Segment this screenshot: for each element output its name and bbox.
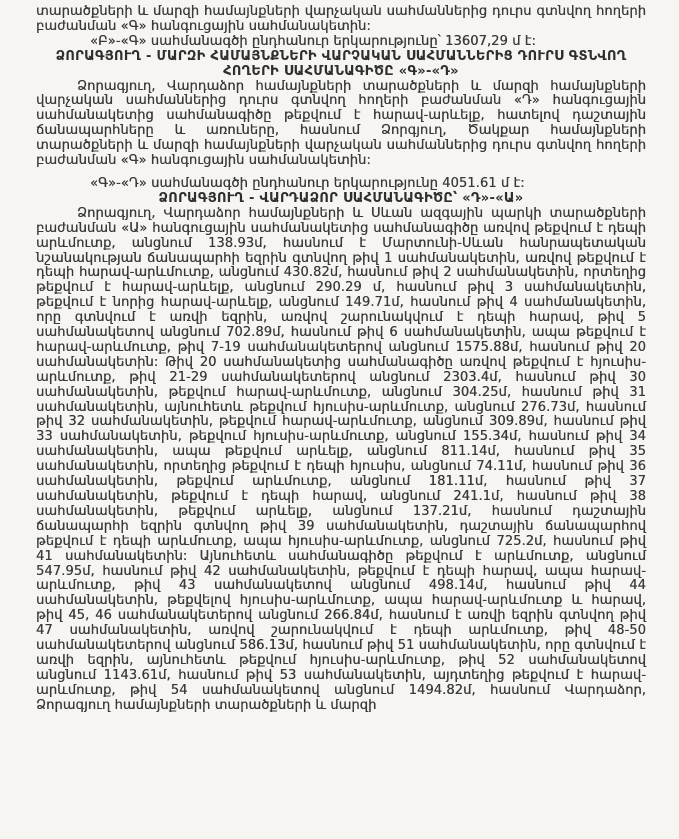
intro-continuation-paragraph: տարածքների և մարզի համայնքների վարչական սահմաններից դուրս գտնվող հողերի բաժանման «Գ» հանգուցային սահմանակետին: bbox=[36, 4, 646, 34]
gd-boundary-length-line: «Գ»-«Դ» սահմանագծի ընդհանուր երկարությունը 4051.61 մ է: bbox=[90, 175, 525, 191]
da-section-heading: ՁՈՐԱԳՅՈՒՂ - ՎԱՐԴԱՁՈՐ ՍԱՀՄԱՆԱԳԻԾԸ՝ «Դ»-«Ա» bbox=[158, 190, 524, 206]
gd-section-heading: ՁՈՐԱԳՅՈՒՂ - ՄԱՐԶԻ ՀԱՄԱՅՆՔՆԵՐԻ ՎԱՐՉԱԿԱՆ ՍԱՀՄԱՆՆԵՐԻՑ ԴՈՒՐՍ ԳՏՆՎՈՂ ՀՈՂԵՐԻ ՍԱՀՄԱՆԱԳԻԾԸ «Գ»-«Դ» bbox=[55, 48, 627, 79]
da-section-body-paragraph: Ձորագյուղ, Վարդաձոր համայնքների և Սևան ազգային պարկի տարածքների բաժանման «Ա» հանգուցային սահմանակետից սահմանագիծը առվով թեքվում է դեպի արևմուտք, անցնում 138.93մ, հասնում է Մարտունի-Սևան հանրապետական նշանակության ճանապարհի եզրին գտնվող թիվ 1 սահմանակետին, առվով թեքվում է դեպի հարավ-արևմուտք, անցնում 430.82մ, հասնում թիվ 2 սահմանակետին, որտեղից թեքվում է հարավ-արևելք, անցնում 290.29 մ, հասնում թիվ 3 սահմանակետին, թեքվում է նորից հարավ-արևելք, անցնում 149.71մ, հասնում թիվ 4 սահմանակետին, որը գտնվում է առվի եզրին, առվով շարունակվում է դեպի հարավ, թիվ 5 սահմանակետով անցնում 702.89մ, հասնում թիվ 6 սահմանակետին, ապա թեքվում է հարավ-արևմուտք, թիվ 7-19 սահմանակետերով անցնում 1575.88մ, հասնում թիվ 20 սահմանակետին: Թիվ 20 սահմանակետից սահմանագիծը առվով թեքվում է հյուսիս-արևմուտք, թիվ 21-29 սահմանակետերով անցնում 2303.4մ, հասնում թիվ 30 սահմանակետին, թեքվում հարավ-արևմուտք, անցնում 304.25մ, հասնում թիվ 31 սահմանակետին, այնուհետև թեքվում հյուսիս-արևմուտք, անցնում 276.73մ, հասնում թիվ 32 սահմանակետին, թեքվում հարավ-արևմուտք, անցնում 309.89մ, հասնում թիվ 33 սահմանակետին, թեքվում հյուսիս-արևմուտք, անցնում 155.34մ, հասնում թիվ 34 սահմանակետին, ապա թեքվում արևելք, անցնում 811.14մ, հասնում թիվ 35 սահմանակետին, որտեղից թեքվում է դեպի հյուսիս, անցնում 74.11մ, հասնում թիվ 36 սահմանակետին, թեքվում արևմուտք, անցնում 181.11մ, հասնում թիվ 37 սահմանակետին, թեքվում է դեպի հարավ, անցնում 241.1մ, հասնում թիվ 38 սահմանակետին, թեքվում արևելք, անցնում 137.21մ, հասնում դաշտային ճանապարհի եզրին գտնվող թիվ 39 սահմանակետին, դաշտային ճանապարհով թեքվում է դեպի արևմուտք, ապա հյուսիս-արևմուտք, անցնում 725.2մ, հասնում թիվ 41 սահմանակետին: Այնուհետև սահմանագիծը թեքվում է արևմուտք, անցնում 547.95մ, հասնում թիվ 42 սահմանակետին, թեքվում է դեպի հարավ, ապա հարավ-արևմուտք, թիվ 43 սահմանակետով անցնում 498.14մ, հասնում թիվ 44 սահմանակետին, թեքվելով հյուսիս-արևմուտք, ապա հարավ-արևմուտք և հարավ, թիվ 45, 46 սահմանակետերով անցնում 266.84մ, հասնում է առվի եզրին գտնվող թիվ 47 սահմանակետին, առվով շարունակվում է դեպի արևմուտք, թիվ 48-50 սահմանակետերով անցնում 586.13մ, հասնում թիվ 51 սահմանակետին, որը գտնվում է առվի եզրին, այնուհետև թեքվում հյուսիս-արևմուտք, թիվ 52 սահմանակետով անցնում 1143.61մ, հասնում թիվ 53 սահմանակետին, այդտեղից թեքվում է հարավ-արևմուտք, թիվ 54 սահմանակետով անցնում 1494.82մ, հասնում Վարդաձոր, Ձորագյուղ համայնքների տարածքների և մարզի bbox=[36, 205, 646, 713]
bg-boundary-length-line: «Բ»-«Գ» սահմանագծի ընդհանուր երկարությունը՝ 13607,29 մ է: bbox=[90, 33, 536, 49]
gd-section-body-paragraph: Ձորագյուղ, Վարդաձոր համայնքների տարածքների և մարզի համայնքների վարչական սահմաններից դուրս գտնվող հողերի բաժանման «Դ» հանգուցային սահմանակետից սահմանագիծը թեքվում է հարավ-արևելք, հատելով դաշտային ճանապարհները և առուները, հասնում Ձորգյուղ, Ծակքար համայնքների տարածքների և մարզի համայնքների վարչական սահմաններից դուրս գտնվող հողերի բաժանման «Գ» հանգուցային սահմանակետին: bbox=[36, 78, 646, 169]
